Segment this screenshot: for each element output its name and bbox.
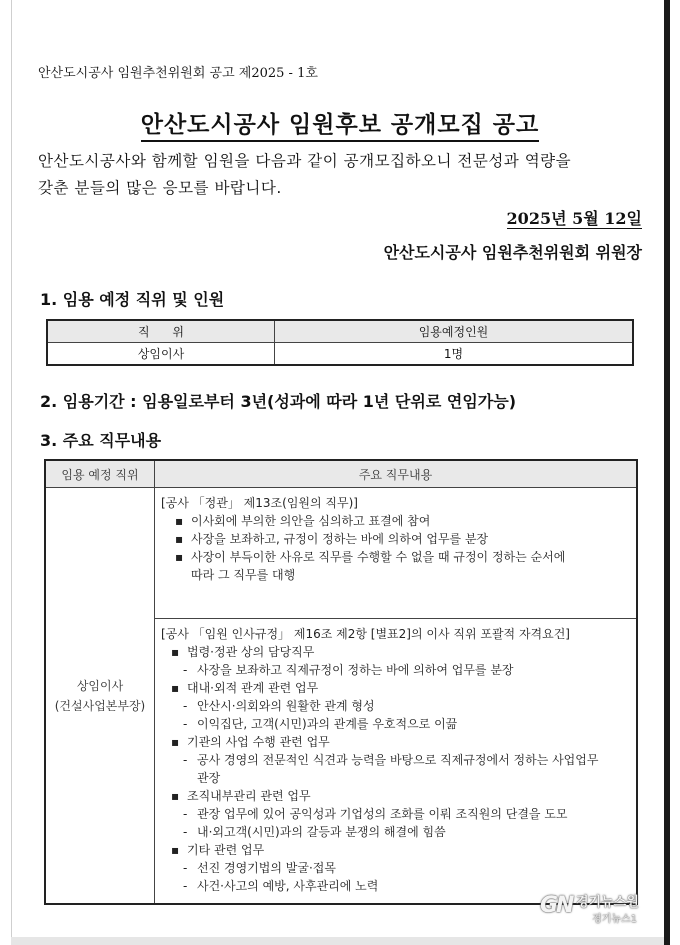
table-row bbox=[45, 488, 637, 619]
duties-table bbox=[44, 459, 638, 905]
list-item-text: 사장이 부득이한 사유로 직무를 수행할 수 없을 때 규정이 정하는 순서에 bbox=[191, 550, 566, 564]
document-title-text: 안산도시공사 임원후보 공개모집 공고 bbox=[141, 111, 540, 142]
detail-item bbox=[161, 661, 628, 679]
category-item bbox=[161, 643, 628, 661]
section2-heading: 2. 임용기간 : 임용일로부터 3년(성과에 따라 1년 단위로 연임가능) bbox=[40, 392, 517, 411]
intro-paragraph bbox=[38, 148, 648, 202]
watermark bbox=[540, 889, 662, 927]
square-bullet-icon: ▪ bbox=[175, 532, 184, 546]
table-header-row bbox=[47, 320, 633, 343]
category-text: 기관의 사업 수행 관련 업무 bbox=[187, 735, 330, 749]
section1-heading: 1. 임용 예정 직위 및 인원 bbox=[40, 290, 225, 309]
document-title bbox=[0, 106, 680, 139]
list-item-continuation: 따라 그 직무를 대행 bbox=[191, 568, 296, 582]
watermark-subtext: 경기뉴스1 bbox=[592, 914, 638, 925]
signer: 안산도시공사 임원추천위원회 위원장 bbox=[383, 243, 642, 262]
intro-line: 갖춘 분들의 많은 응모를 바랍니다. bbox=[38, 179, 282, 197]
col-header-duties: 주요 직무내용 bbox=[155, 460, 638, 488]
notice-date-text: 2025년 5월 12일 bbox=[506, 209, 642, 228]
position-title: 상임이사 bbox=[76, 678, 124, 693]
table-header-row bbox=[45, 460, 637, 488]
square-bullet-icon: ▪ bbox=[171, 789, 180, 803]
position-subtitle: (건설사업본부장) bbox=[54, 698, 146, 713]
list-item-text: 사장을 보좌하고, 규정이 정하는 바에 의하여 업무를 분장 bbox=[191, 532, 489, 546]
list-item bbox=[161, 512, 628, 530]
intro-line: 안산도시공사와 함께할 임원을 다음과 같이 공개모집하오니 전문성과 역량을 bbox=[38, 152, 572, 170]
category-item bbox=[161, 679, 628, 697]
block-heading: [공사 「임원 인사규정」 제16조 제2항 [별표2]의 이사 직위 포괄적 자격요건] bbox=[161, 627, 570, 641]
col-header-position: 직 위 bbox=[47, 320, 275, 343]
col-header-count: 임용예정인원 bbox=[275, 320, 634, 343]
page-border-left bbox=[11, 0, 12, 945]
category-text: 대내·외적 관계 관련 업무 bbox=[187, 681, 319, 695]
cell-duties-qualifications bbox=[155, 619, 638, 905]
table-row bbox=[47, 343, 633, 366]
detail-item bbox=[161, 859, 628, 877]
positions-table bbox=[46, 319, 634, 366]
category-item bbox=[161, 841, 628, 859]
square-bullet-icon: ▪ bbox=[171, 645, 180, 659]
dash-bullet-icon: - bbox=[183, 879, 188, 893]
category-item bbox=[161, 733, 628, 751]
notice-number: 안산도시공사 임원추천위원회 공고 제2025 - 1호 bbox=[38, 66, 318, 81]
cell-position: 상임이사 bbox=[47, 343, 275, 366]
square-bullet-icon: ▪ bbox=[171, 735, 180, 749]
dash-bullet-icon: - bbox=[183, 861, 188, 875]
detail-text: 이익집단, 고객(시민)과의 관계를 우호적으로 이끎 bbox=[197, 717, 458, 731]
detail-text: 사건·사고의 예방, 사후관리에 노력 bbox=[197, 879, 379, 893]
detail-text: 안산시·의회와의 원활한 관계 형성 bbox=[197, 699, 375, 713]
category-text: 기타 관련 업무 bbox=[187, 843, 265, 857]
cell-position bbox=[45, 488, 155, 905]
detail-text: 관장 업무에 있어 공익성과 기업성의 조화를 이뤄 조직원의 단결을 도모 bbox=[197, 807, 568, 821]
watermark-text: 경기뉴스원 bbox=[576, 895, 639, 910]
detail-text: 공사 경영의 전문적인 식견과 능력을 바탕으로 직제규정에서 정하는 사업업무 bbox=[197, 753, 599, 767]
dash-bullet-icon: - bbox=[183, 663, 188, 677]
page-border-bottom bbox=[11, 937, 664, 945]
category-text: 법령·정관 상의 담당직무 bbox=[187, 645, 315, 659]
detail-item bbox=[161, 805, 628, 823]
page-border-right bbox=[664, 0, 670, 945]
watermark-logo: GN bbox=[540, 893, 573, 918]
block-heading: [공사 「정관」 제13조(임원의 직무)] bbox=[161, 496, 358, 510]
cell-count: 1명 bbox=[275, 343, 634, 366]
square-bullet-icon: ▪ bbox=[171, 843, 180, 857]
detail-item bbox=[161, 697, 628, 715]
notice-date bbox=[507, 206, 642, 229]
detail-text: 사장을 보좌하고 직제규정이 정하는 바에 의하여 업무를 분장 bbox=[197, 663, 514, 677]
category-text: 조직내부관리 관련 업무 bbox=[187, 789, 311, 803]
detail-item bbox=[161, 823, 628, 841]
dash-bullet-icon: - bbox=[183, 717, 188, 731]
list-item bbox=[161, 530, 628, 548]
col-header-position: 임용 예정 직위 bbox=[45, 460, 155, 488]
cell-duties-articles bbox=[155, 488, 638, 619]
square-bullet-icon: ▪ bbox=[171, 681, 180, 695]
category-item bbox=[161, 787, 628, 805]
dash-bullet-icon: - bbox=[183, 807, 188, 821]
dash-bullet-icon: - bbox=[183, 699, 188, 713]
detail-text: 내·외고객(시민)과의 갈등과 분쟁의 해결에 힘씀 bbox=[197, 825, 446, 839]
detail-item-continuation: 관장 bbox=[197, 771, 221, 785]
dash-bullet-icon: - bbox=[183, 825, 188, 839]
list-item-text: 이사회에 부의한 의안을 심의하고 표결에 참여 bbox=[191, 514, 431, 528]
square-bullet-icon: ▪ bbox=[175, 550, 184, 564]
section3-heading: 3. 주요 직무내용 bbox=[40, 431, 162, 450]
detail-item bbox=[161, 715, 628, 733]
list-item bbox=[161, 548, 628, 566]
square-bullet-icon: ▪ bbox=[175, 514, 184, 528]
detail-item bbox=[161, 751, 628, 769]
detail-text: 선진 경영기법의 발굴·접목 bbox=[197, 861, 336, 875]
dash-bullet-icon: - bbox=[183, 753, 188, 767]
